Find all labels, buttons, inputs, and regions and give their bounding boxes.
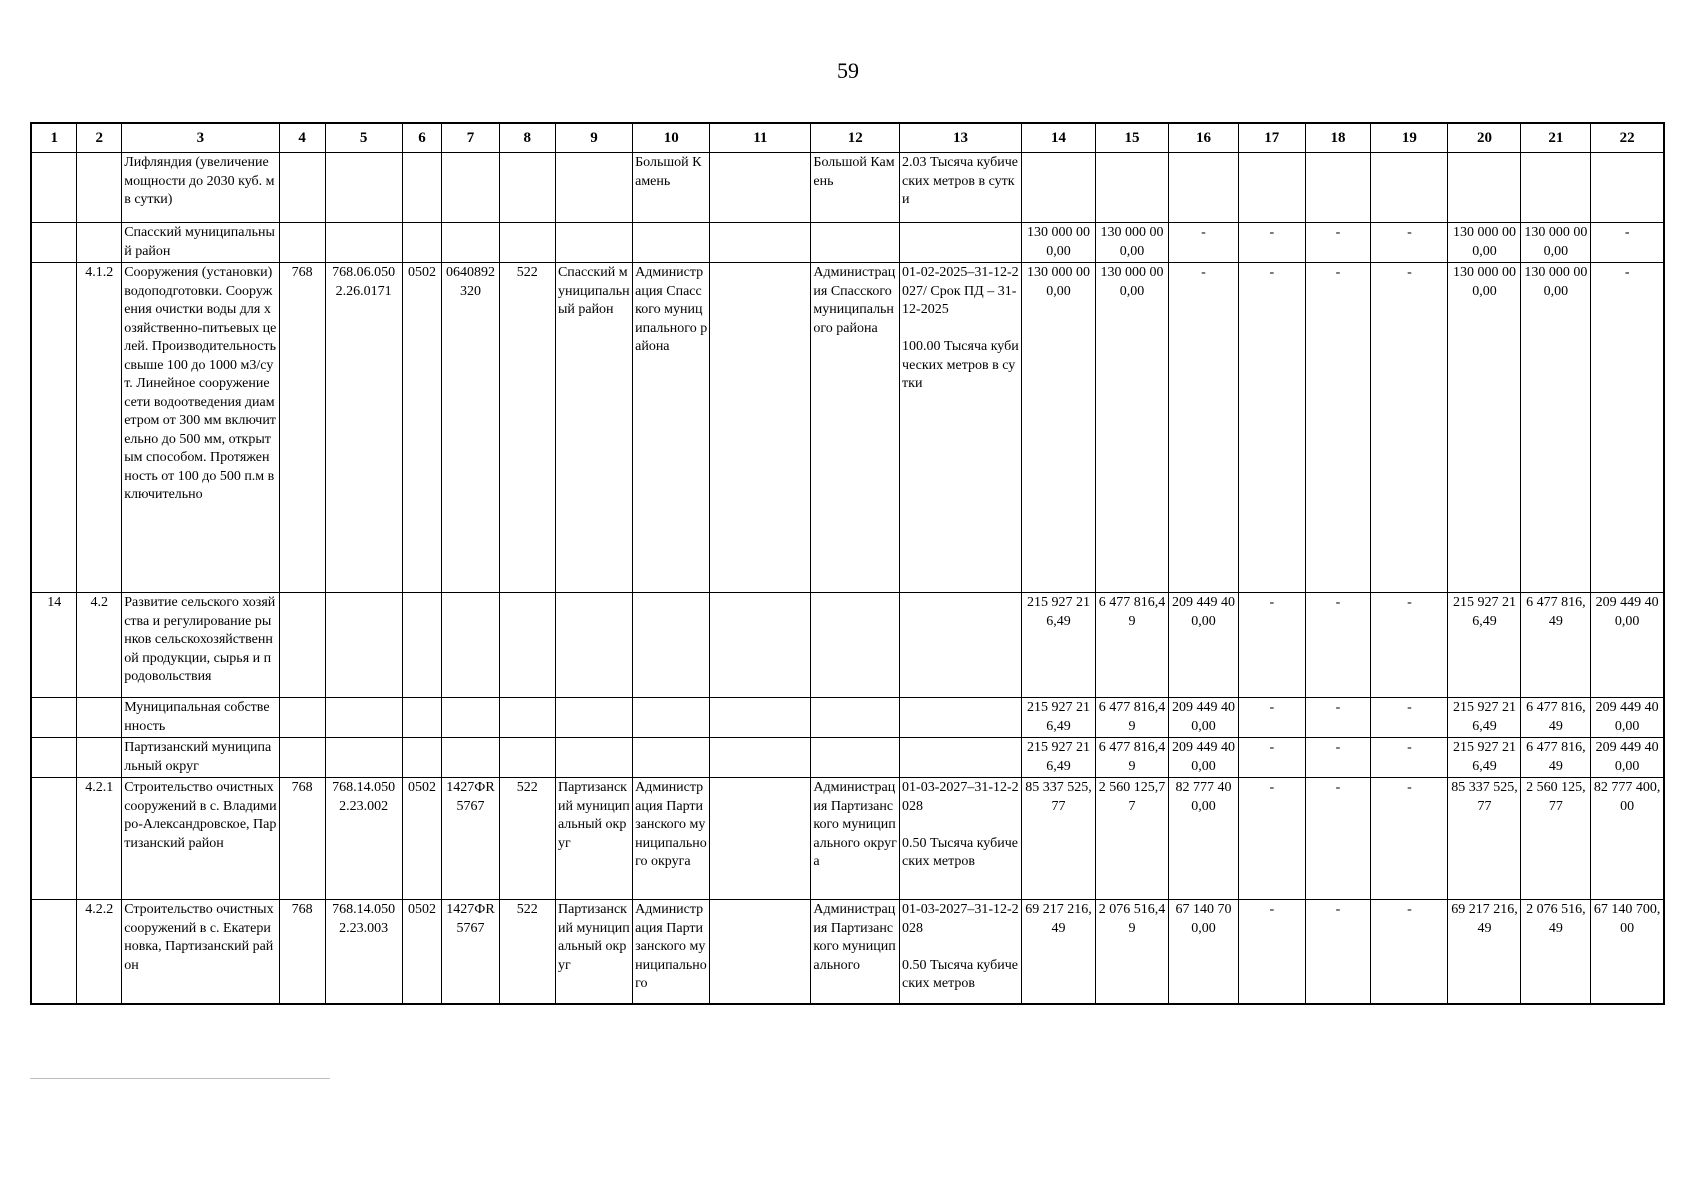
table-cell-col-19: - bbox=[1371, 263, 1448, 593]
table-cell-col-14: 215 927 216,49 bbox=[1022, 738, 1096, 778]
table-cell-col-3: Партизанский муниципальный округ bbox=[122, 738, 279, 778]
page-number: 59 bbox=[837, 58, 859, 83]
table-cell-col-2: 4.2.1 bbox=[77, 778, 122, 900]
table-cell-col-22: 67 140 700,00 bbox=[1591, 900, 1664, 1004]
table-cell-col-7: 1427ФR5767 bbox=[442, 900, 499, 1004]
table-cell-col-8 bbox=[499, 698, 555, 738]
table-cell-col-14: 85 337 525,77 bbox=[1022, 778, 1096, 900]
table-cell-col-8 bbox=[499, 153, 555, 223]
table-cell-col-20: 215 927 216,49 bbox=[1448, 698, 1521, 738]
column-header-17: 17 bbox=[1238, 123, 1305, 153]
table-cell-col-3: Сооружения (установки) водоподготовки. Сооружения очистки воды для хозяйственно-питьевых целей. Производительность свыше 100 до 1000 м3/сут. Линейное сооружение сети водоотведения диаметром от 300 мм включительно до 500 мм, открытым способом. Протяженность от 100 до 500 п.м включительно bbox=[122, 263, 279, 593]
table-cell-col-8 bbox=[499, 593, 555, 698]
table-cell-col-10: Администрация Партизанского муниципального округа bbox=[633, 778, 710, 900]
table-cell-col-16: 209 449 400,00 bbox=[1169, 738, 1239, 778]
table-cell-col-14 bbox=[1022, 153, 1096, 223]
table-cell-col-3: Строительство очистных сооружений в с. Владимиро-Александровское, Партизанский район bbox=[122, 778, 279, 900]
column-header-8: 8 bbox=[499, 123, 555, 153]
table-cell-col-2 bbox=[77, 698, 122, 738]
table-cell-col-7 bbox=[442, 593, 499, 698]
table-cell-col-21: 2 560 125,77 bbox=[1521, 778, 1591, 900]
table-cell-col-12: Администрация Партизанского муниципального bbox=[811, 900, 900, 1004]
table-cell-col-4 bbox=[279, 223, 325, 263]
table-cell-col-3: Муниципальная собственность bbox=[122, 698, 279, 738]
table-cell-col-11 bbox=[710, 900, 811, 1004]
table-cell-col-17: - bbox=[1238, 698, 1305, 738]
table-cell-col-8: 522 bbox=[499, 778, 555, 900]
table-cell-col-15: 2 560 125,77 bbox=[1096, 778, 1169, 900]
table-row bbox=[31, 738, 1664, 778]
table-cell-col-5: 768.14.0502.23.002 bbox=[325, 778, 402, 900]
table-cell-col-17: - bbox=[1238, 593, 1305, 698]
table-cell-col-18: - bbox=[1305, 698, 1371, 738]
table-cell-col-13 bbox=[900, 738, 1022, 778]
table-cell-col-18: - bbox=[1305, 223, 1371, 263]
table-cell-col-18: - bbox=[1305, 778, 1371, 900]
table-cell-col-10 bbox=[633, 738, 710, 778]
table-cell-col-11 bbox=[710, 593, 811, 698]
table-cell-col-6: 0502 bbox=[402, 263, 442, 593]
table-cell-col-13 bbox=[900, 593, 1022, 698]
table-cell-col-21 bbox=[1521, 153, 1591, 223]
table-cell-col-5 bbox=[325, 593, 402, 698]
bottom-divider bbox=[30, 1078, 330, 1079]
table-cell-col-21: 6 477 816,49 bbox=[1521, 593, 1591, 698]
table-cell-col-4 bbox=[279, 698, 325, 738]
table-cell-col-12: Администрация Спасского муниципального района bbox=[811, 263, 900, 593]
table-cell-col-2 bbox=[77, 153, 122, 223]
table-cell-col-21: 6 477 816,49 bbox=[1521, 698, 1591, 738]
table-cell-col-14: 130 000 000,00 bbox=[1022, 223, 1096, 263]
table-cell-col-5 bbox=[325, 698, 402, 738]
table-cell-col-11 bbox=[710, 263, 811, 593]
table-cell-col-15: 2 076 516,49 bbox=[1096, 900, 1169, 1004]
table-cell-col-9 bbox=[555, 153, 632, 223]
table-cell-col-1 bbox=[31, 738, 77, 778]
column-header-19: 19 bbox=[1371, 123, 1448, 153]
table-cell-col-22: 209 449 400,00 bbox=[1591, 738, 1664, 778]
table-cell-col-15 bbox=[1096, 153, 1169, 223]
table-cell-col-9 bbox=[555, 593, 632, 698]
table-cell-col-15: 6 477 816,49 bbox=[1096, 593, 1169, 698]
table-cell-col-22: 82 777 400,00 bbox=[1591, 778, 1664, 900]
table-cell-col-10 bbox=[633, 698, 710, 738]
table-cell-col-18: - bbox=[1305, 263, 1371, 593]
column-header-4: 4 bbox=[279, 123, 325, 153]
table-cell-col-6 bbox=[402, 153, 442, 223]
table-cell-col-21: 6 477 816,49 bbox=[1521, 738, 1591, 778]
column-header-14: 14 bbox=[1022, 123, 1096, 153]
table-cell-col-5 bbox=[325, 153, 402, 223]
column-header-21: 21 bbox=[1521, 123, 1591, 153]
table-cell-col-2: 4.2 bbox=[77, 593, 122, 698]
table-cell-col-19: - bbox=[1371, 223, 1448, 263]
table-cell-col-12 bbox=[811, 698, 900, 738]
table-cell-col-13 bbox=[900, 223, 1022, 263]
table-cell-col-1 bbox=[31, 153, 77, 223]
table-cell-col-18 bbox=[1305, 153, 1371, 223]
table-cell-col-3: Лифляндия (увеличение мощности до 2030 куб. м в сутки) bbox=[122, 153, 279, 223]
column-header-1: 1 bbox=[31, 123, 77, 153]
table-cell-col-1 bbox=[31, 223, 77, 263]
table-cell-col-20: 215 927 216,49 bbox=[1448, 738, 1521, 778]
table-cell-col-20: 215 927 216,49 bbox=[1448, 593, 1521, 698]
table-cell-col-2 bbox=[77, 223, 122, 263]
table-cell-col-2: 4.1.2 bbox=[77, 263, 122, 593]
table-cell-col-13: 01-03-2027–31-12-2028 0.50 Тысяча кубических метров bbox=[900, 900, 1022, 1004]
table-cell-col-14: 215 927 216,49 bbox=[1022, 698, 1096, 738]
table-cell-col-10 bbox=[633, 593, 710, 698]
table-cell-col-10: Большой Камень bbox=[633, 153, 710, 223]
table-row bbox=[31, 223, 1664, 263]
table-cell-col-6 bbox=[402, 593, 442, 698]
table-cell-col-10: Администрация Партизанского муниципального bbox=[633, 900, 710, 1004]
table-cell-col-12 bbox=[811, 223, 900, 263]
table-cell-col-14: 69 217 216,49 bbox=[1022, 900, 1096, 1004]
table-cell-col-5: 768.06.0502.26.0171 bbox=[325, 263, 402, 593]
table-cell-col-9: Партизанский муниципальный округ bbox=[555, 778, 632, 900]
table-cell-col-5 bbox=[325, 738, 402, 778]
table-row bbox=[31, 263, 1664, 593]
table-cell-col-15: 130 000 000,00 bbox=[1096, 223, 1169, 263]
table-cell-col-14: 215 927 216,49 bbox=[1022, 593, 1096, 698]
column-header-9: 9 bbox=[555, 123, 632, 153]
table-cell-col-21: 130 000 000,00 bbox=[1521, 223, 1591, 263]
column-header-16: 16 bbox=[1169, 123, 1239, 153]
table-cell-col-7: 1427ФR5767 bbox=[442, 778, 499, 900]
table-cell-col-8: 522 bbox=[499, 900, 555, 1004]
table-cell-col-14: 130 000 000,00 bbox=[1022, 263, 1096, 593]
table-cell-col-17: - bbox=[1238, 778, 1305, 900]
table-cell-col-22: 209 449 400,00 bbox=[1591, 698, 1664, 738]
table-cell-col-16: 209 449 400,00 bbox=[1169, 593, 1239, 698]
table-cell-col-19: - bbox=[1371, 738, 1448, 778]
column-header-20: 20 bbox=[1448, 123, 1521, 153]
table-cell-col-12: Большой Камень bbox=[811, 153, 900, 223]
table-cell-col-12: Администрация Партизанского муниципального округа bbox=[811, 778, 900, 900]
table-cell-col-13 bbox=[900, 698, 1022, 738]
table-cell-col-9: Спасский муниципальный район bbox=[555, 263, 632, 593]
table-cell-col-16: - bbox=[1169, 223, 1239, 263]
table-cell-col-6: 0502 bbox=[402, 900, 442, 1004]
table-cell-col-15: 130 000 000,00 bbox=[1096, 263, 1169, 593]
table-cell-col-10 bbox=[633, 223, 710, 263]
table-cell-col-4: 768 bbox=[279, 900, 325, 1004]
table-cell-col-13: 01-02-2025–31-12-2027/ Срок ПД – 31-12-2025 100.00 Тысяча кубических метров в сутки bbox=[900, 263, 1022, 593]
table-cell-col-1 bbox=[31, 263, 77, 593]
table-row bbox=[31, 778, 1664, 900]
table-cell-col-6 bbox=[402, 223, 442, 263]
table-cell-col-1 bbox=[31, 900, 77, 1004]
table-cell-col-20: 85 337 525,77 bbox=[1448, 778, 1521, 900]
table-cell-col-16: 82 777 400,00 bbox=[1169, 778, 1239, 900]
table-cell-col-18: - bbox=[1305, 900, 1371, 1004]
table-cell-col-17: - bbox=[1238, 223, 1305, 263]
table-cell-col-11 bbox=[710, 738, 811, 778]
table-cell-col-11 bbox=[710, 778, 811, 900]
table-cell-col-8: 522 bbox=[499, 263, 555, 593]
table-cell-col-11 bbox=[710, 153, 811, 223]
table-cell-col-13: 01-03-2027–31-12-2028 0.50 Тысяча кубических метров bbox=[900, 778, 1022, 900]
table-cell-col-9: Партизанский муниципальный округ bbox=[555, 900, 632, 1004]
table-cell-col-4 bbox=[279, 738, 325, 778]
table-cell-col-10: Администрация Спасского муниципального района bbox=[633, 263, 710, 593]
table-cell-col-4 bbox=[279, 153, 325, 223]
column-header-6: 6 bbox=[402, 123, 442, 153]
table-cell-col-22: - bbox=[1591, 223, 1664, 263]
table-cell-col-15: 6 477 816,49 bbox=[1096, 738, 1169, 778]
table-cell-col-21: 130 000 000,00 bbox=[1521, 263, 1591, 593]
table-cell-col-17 bbox=[1238, 153, 1305, 223]
table-cell-col-21: 2 076 516,49 bbox=[1521, 900, 1591, 1004]
table-cell-col-15: 6 477 816,49 bbox=[1096, 698, 1169, 738]
table-cell-col-22: 209 449 400,00 bbox=[1591, 593, 1664, 698]
table-cell-col-2: 4.2.2 bbox=[77, 900, 122, 1004]
table-cell-col-11 bbox=[710, 698, 811, 738]
table-cell-col-9 bbox=[555, 738, 632, 778]
table-cell-col-19: - bbox=[1371, 593, 1448, 698]
table-cell-col-6 bbox=[402, 698, 442, 738]
table-cell-col-19 bbox=[1371, 153, 1448, 223]
table-cell-col-20: 130 000 000,00 bbox=[1448, 223, 1521, 263]
table-cell-col-19: - bbox=[1371, 698, 1448, 738]
table-row bbox=[31, 153, 1664, 223]
table-cell-col-22 bbox=[1591, 153, 1664, 223]
table-cell-col-6: 0502 bbox=[402, 778, 442, 900]
table-cell-col-3: Строительство очистных сооружений в с. Екатериновка, Партизанский район bbox=[122, 900, 279, 1004]
table-cell-col-12 bbox=[811, 593, 900, 698]
table-body bbox=[31, 153, 1664, 1004]
column-header-3: 3 bbox=[122, 123, 279, 153]
table-cell-col-3: Развитие сельского хозяйства и регулирование рынков сельскохозяйственной продукции, сырья и продовольствия bbox=[122, 593, 279, 698]
table-cell-col-13: 2.03 Тысяча кубических метров в сутки bbox=[900, 153, 1022, 223]
column-header-10: 10 bbox=[633, 123, 710, 153]
table-cell-col-5: 768.14.0502.23.003 bbox=[325, 900, 402, 1004]
table-row bbox=[31, 593, 1664, 698]
column-header-2: 2 bbox=[77, 123, 122, 153]
table-cell-col-7 bbox=[442, 153, 499, 223]
table-cell-col-1 bbox=[31, 778, 77, 900]
table-cell-col-7: 0640892320 bbox=[442, 263, 499, 593]
table-cell-col-3: Спасский муниципальный район bbox=[122, 223, 279, 263]
table-cell-col-1: 14 bbox=[31, 593, 77, 698]
table-row bbox=[31, 698, 1664, 738]
table-cell-col-17: - bbox=[1238, 900, 1305, 1004]
table-cell-col-17: - bbox=[1238, 263, 1305, 593]
table-cell-col-4 bbox=[279, 593, 325, 698]
table-cell-col-17: - bbox=[1238, 738, 1305, 778]
column-header-5: 5 bbox=[325, 123, 402, 153]
column-header-15: 15 bbox=[1096, 123, 1169, 153]
table-cell-col-16: - bbox=[1169, 263, 1239, 593]
column-header-22: 22 bbox=[1591, 123, 1664, 153]
program-table bbox=[30, 122, 1665, 1005]
table-cell-col-22: - bbox=[1591, 263, 1664, 593]
column-header-11: 11 bbox=[710, 123, 811, 153]
table-cell-col-19: - bbox=[1371, 900, 1448, 1004]
table-cell-col-18: - bbox=[1305, 593, 1371, 698]
table-cell-col-1 bbox=[31, 698, 77, 738]
column-header-13: 13 bbox=[900, 123, 1022, 153]
table-row bbox=[31, 900, 1664, 1004]
table-cell-col-7 bbox=[442, 223, 499, 263]
table-cell-col-19: - bbox=[1371, 778, 1448, 900]
table-cell-col-9 bbox=[555, 698, 632, 738]
column-header-12: 12 bbox=[811, 123, 900, 153]
header-row bbox=[31, 123, 1664, 153]
table-cell-col-18: - bbox=[1305, 738, 1371, 778]
table-cell-col-16 bbox=[1169, 153, 1239, 223]
table-cell-col-4: 768 bbox=[279, 778, 325, 900]
column-header-18: 18 bbox=[1305, 123, 1371, 153]
table-cell-col-12 bbox=[811, 738, 900, 778]
table-cell-col-20: 69 217 216,49 bbox=[1448, 900, 1521, 1004]
column-header-7: 7 bbox=[442, 123, 499, 153]
table-cell-col-8 bbox=[499, 223, 555, 263]
table-cell-col-7 bbox=[442, 738, 499, 778]
table-cell-col-8 bbox=[499, 738, 555, 778]
table-cell-col-7 bbox=[442, 698, 499, 738]
table-cell-col-9 bbox=[555, 223, 632, 263]
table-cell-col-2 bbox=[77, 738, 122, 778]
table-cell-col-5 bbox=[325, 223, 402, 263]
table-cell-col-4: 768 bbox=[279, 263, 325, 593]
table-cell-col-16: 209 449 400,00 bbox=[1169, 698, 1239, 738]
table-cell-col-20 bbox=[1448, 153, 1521, 223]
table-cell-col-6 bbox=[402, 738, 442, 778]
table-cell-col-11 bbox=[710, 223, 811, 263]
table-cell-col-20: 130 000 000,00 bbox=[1448, 263, 1521, 593]
table-cell-col-16: 67 140 700,00 bbox=[1169, 900, 1239, 1004]
